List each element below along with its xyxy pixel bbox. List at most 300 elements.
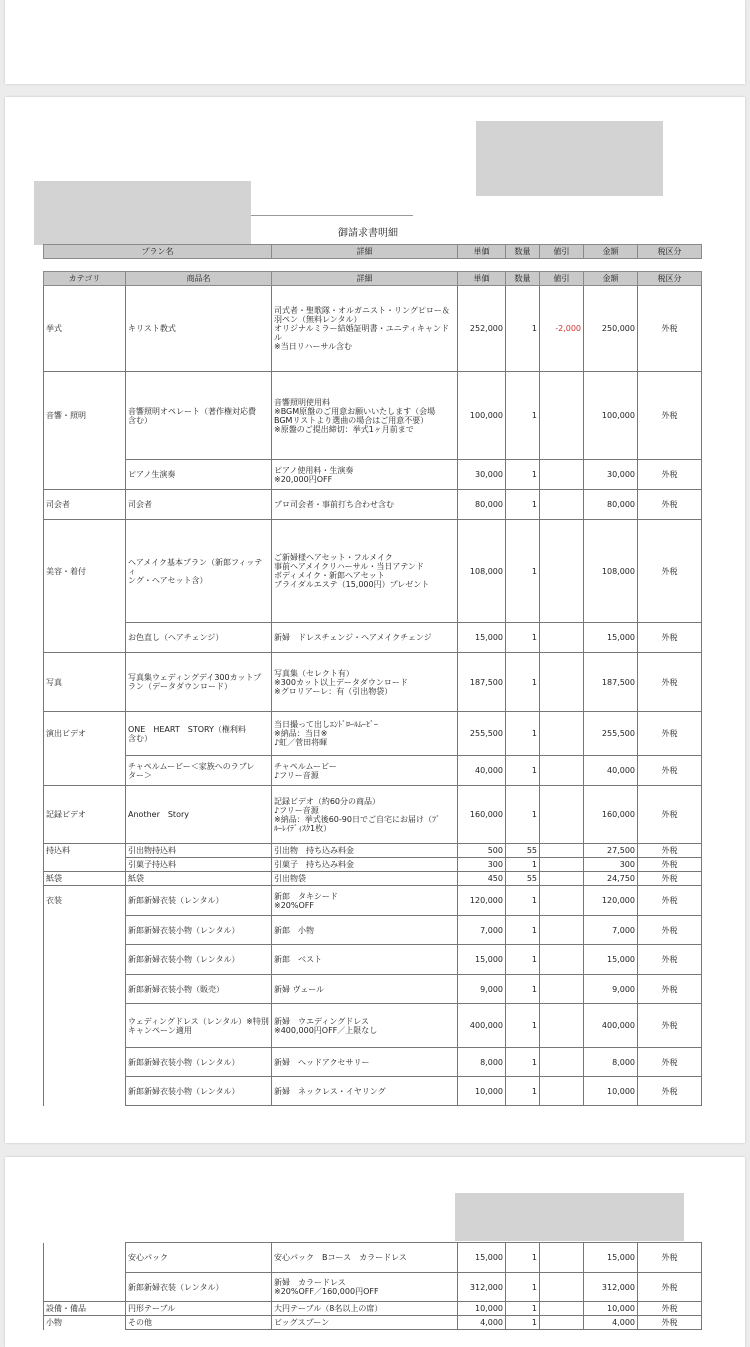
plan-price-header: 単価 [458,245,506,259]
price-cell: 500 [458,844,506,858]
price-cell: 30,000 [458,460,506,490]
price-cell: 100,000 [458,372,506,460]
amount-cell: 24,750 [584,872,638,886]
price-cell: 187,500 [458,653,506,712]
table-row [44,286,702,372]
price-cell: 9,000 [458,975,506,1004]
amount-cell: 250,000 [584,286,638,372]
tax-cell: 外税 [638,653,702,712]
qty-cell: 1 [506,916,540,945]
product-cell-line: 新郎新婦衣装小物（レンタル） [128,925,240,935]
qty-cell: 1 [506,1273,540,1302]
product-cell [126,520,272,623]
product-cell-line: キリスト教式 [128,324,176,333]
detail-cell-line: ※20,000円OFF [274,474,333,484]
price-cell: 252,000 [458,286,506,372]
detail-cell [272,1077,458,1106]
amount-cell: 187,500 [584,653,638,712]
price-cell: 160,000 [458,786,506,844]
tax-cell: 外税 [638,1243,702,1273]
detail-cell [272,712,458,756]
plan-name-header: プラン名 [44,245,272,259]
detail-cell-line: ※BGM原盤のご用意お願いいたします（会場 [274,406,436,416]
detail-cell [272,756,458,786]
detail-cell [272,786,458,844]
table-row [44,945,702,975]
detail-cell [272,844,458,858]
product-cell-line: チャペルムービー＜家族へのラブレ [128,761,255,771]
detail-cell-line: ♪フリー音源 [274,805,319,815]
qty-cell: 1 [506,945,540,975]
product-cell-line: キャンペーン適用 [128,1025,192,1035]
category-cell: 演出ビデオ [44,712,126,756]
detail-cell [272,372,458,460]
detail-cell [272,1273,458,1302]
product-cell [126,858,272,872]
price-cell: 10,000 [458,1302,506,1316]
amount-cell: 9,000 [584,975,638,1004]
detail-cell [272,1316,458,1330]
category-cell: 持込料 [44,844,126,858]
tax-cell: 外税 [638,945,702,975]
qty-cell: 1 [506,490,540,520]
detail-cell [272,975,458,1004]
price-cell: 120,000 [458,886,506,916]
product-cell-line: 新郎新婦衣装小物（レンタル） [128,1086,240,1096]
detail-cell-line: ※20%OFF [274,900,314,910]
detail-cell-line: ♪フリー音源 [274,770,319,780]
tax-cell: 外税 [638,886,702,916]
detail-cell [272,872,458,886]
category-header: カテゴリ [44,272,126,286]
product-cell [126,653,272,712]
table-row [44,712,702,756]
product-cell-line: その他 [128,1318,152,1327]
product-cell [126,712,272,756]
qty-cell: 1 [506,653,540,712]
product-cell-line: ウェディングドレス（レンタル）※特別 [128,1016,269,1026]
detail-cell-line: ※300カット以上データダウンロード [274,677,408,687]
detail-cell [272,886,458,916]
detail-cell-line: ※納品：当日※ [274,729,328,738]
detail-cell-line: 新婦 カラードレス [274,1278,346,1287]
amount-cell: 80,000 [584,490,638,520]
amount-cell: 4,000 [584,1316,638,1330]
amount-cell: 8,000 [584,1048,638,1077]
detail-cell-line: ※納品：挙式後60-90日でご自宅にお届け（ﾌﾞ [274,814,440,824]
qty-cell: 1 [506,1004,540,1048]
product-cell [126,1077,272,1106]
qty-cell: 1 [506,1243,540,1273]
category-cell: 美容・着付 [44,520,126,623]
plan-tax-header: 税区分 [638,245,702,259]
table-row [44,623,702,653]
amount-cell: 120,000 [584,886,638,916]
invoice-detail-table [43,271,702,1106]
tax-cell: 外税 [638,520,702,623]
amount-cell: 30,000 [584,460,638,490]
discount-cell [540,1316,584,1330]
product-cell [126,916,272,945]
discount-cell [540,786,584,844]
amount-cell: 400,000 [584,1004,638,1048]
discount-cell [540,653,584,712]
product-cell-line: ター＞ [128,770,152,780]
qty-cell: 1 [506,858,540,872]
category-cell [44,975,126,1004]
table-row [44,1048,702,1077]
category-cell [44,1004,126,1048]
plan-discount-header: 値引 [540,245,584,259]
price-cell: 255,500 [458,712,506,756]
category-cell [44,1077,126,1106]
detail-header: 詳細 [272,272,458,286]
price-cell: 80,000 [458,490,506,520]
detail-cell-line: ボディメイク・新郎ヘアセット [274,571,385,580]
product-cell [126,975,272,1004]
discount-cell: -2,000 [540,286,584,372]
detail-cell-line: プロ司会者・事前打ち合わせ含む [274,500,394,509]
product-cell-line: Another Story [128,810,189,819]
category-cell: 挙式 [44,286,126,372]
detail-cell-line: ※20%OFF／160,000円OFF [274,1287,379,1296]
amount-cell: 7,000 [584,916,638,945]
qty-cell: 1 [506,1048,540,1077]
price-cell: 40,000 [458,756,506,786]
product-cell [126,1273,272,1302]
discount-cell [540,858,584,872]
amount-cell: 15,000 [584,623,638,653]
product-cell [126,1302,272,1316]
product-cell [126,756,272,786]
qty-header: 数量 [506,272,540,286]
tax-cell: 外税 [638,872,702,886]
detail-cell-line: ご新婦様ヘアセット・フルメイク [274,553,393,562]
price-cell: 300 [458,858,506,872]
qty-cell: 1 [506,786,540,844]
detail-cell [272,286,458,372]
discount-cell [540,623,584,653]
detail-cell [272,520,458,623]
product-cell-line: お色直し（ヘアチェンジ） [128,633,224,642]
discount-cell [540,975,584,1004]
detail-cell-line: 当日撮って出しｴﾝﾄﾞﾛｰﾙﾑｰﾋﾞｰ [274,720,378,729]
detail-cell-line: 新郎 タキシード [274,891,338,901]
product-cell-line: 司会者 [128,500,152,509]
amount-cell: 15,000 [584,945,638,975]
detail-cell [272,1243,458,1273]
table-row [44,1077,702,1106]
qty-cell: 1 [506,886,540,916]
detail-cell-line: BGMリストより選曲の場合はご用意不要） [274,415,429,425]
qty-cell: 1 [506,1077,540,1106]
tax-cell: 外税 [638,786,702,844]
detail-cell [272,1302,458,1316]
qty-cell: 1 [506,712,540,756]
amount-cell: 40,000 [584,756,638,786]
discount-cell [540,916,584,945]
tax-header: 税区分 [638,272,702,286]
product-cell [126,372,272,460]
discount-cell [540,756,584,786]
product-cell-line: 含む） [128,415,152,425]
plan-header-table [43,244,702,259]
detail-cell-line: 新婦 ヴェール [274,984,325,994]
tax-cell: 外税 [638,1004,702,1048]
detail-cell-line: 新郎 小物 [274,925,314,935]
discount-header: 値引 [540,272,584,286]
detail-cell-line: 新婦 ヘッドアクセサリー [274,1057,370,1067]
invoice-detail-table-continued [43,1242,702,1330]
category-cell [44,756,126,786]
product-cell-line: 引菓子持込料 [128,860,176,869]
detail-cell-line: 羽ペン（無料レンタル） [274,315,362,324]
qty-cell: 1 [506,975,540,1004]
price-cell: 15,000 [458,945,506,975]
detail-cell-line: ﾙｰﾚｲﾃﾞｨｽｸ1枚） [274,823,332,833]
qty-cell: 55 [506,844,540,858]
table-row [44,1243,702,1273]
detail-cell-line: ブライダルエステ（15,000円）プレゼント [274,580,430,589]
table-row [44,916,702,945]
table-row [44,886,702,916]
price-cell: 15,000 [458,1243,506,1273]
tax-cell: 外税 [638,490,702,520]
detail-cell-line: チャペルムービー [274,761,337,771]
detail-cell-line: ※当日リハーサル含む [274,342,353,351]
table-row [44,653,702,712]
category-cell [44,1273,126,1302]
tax-cell: 外税 [638,1316,702,1330]
price-cell: 400,000 [458,1004,506,1048]
discount-cell [540,844,584,858]
category-cell [44,460,126,490]
product-cell-line: 引出物持込料 [128,846,176,855]
discount-cell [540,945,584,975]
detail-cell-line: ※400,000円OFF／上限なし [274,1025,378,1035]
discount-cell [540,886,584,916]
table-row [44,872,702,886]
qty-cell: 55 [506,872,540,886]
tax-cell: 外税 [638,712,702,756]
discount-cell [540,872,584,886]
product-cell-line: 音響照明オペレート（著作権対応費 [128,406,256,416]
tax-cell: 外税 [638,1302,702,1316]
product-cell [126,1048,272,1077]
table-row [44,1004,702,1048]
product-cell-line: 写真集ウェディングデイ300カットプ [128,673,262,682]
qty-cell: 1 [506,372,540,460]
discount-cell [540,1273,584,1302]
title-underline [251,215,413,216]
tax-cell: 外税 [638,975,702,1004]
detail-cell [272,945,458,975]
redacted-block-right [476,121,663,196]
tax-cell: 外税 [638,623,702,653]
detail-cell [272,1004,458,1048]
product-cell-line: ピアノ生演奏 [128,470,176,479]
detail-cell-line: ル [274,333,282,342]
detail-cell-line: 新郎 ベスト [274,955,322,964]
qty-cell: 1 [506,756,540,786]
table-row [44,844,702,858]
table-row [44,1273,702,1302]
qty-cell: 1 [506,1302,540,1316]
table-row [44,460,702,490]
discount-cell [540,1302,584,1316]
detail-cell-line: オリジナルミラー結婚証明書・ユニティキャンド [274,324,449,333]
category-cell: 記録ビデオ [44,786,126,844]
price-cell: 108,000 [458,520,506,623]
product-cell [126,1243,272,1273]
amount-header: 金額 [584,272,638,286]
tax-cell: 外税 [638,858,702,872]
discount-cell [540,372,584,460]
amount-cell: 300 [584,858,638,872]
category-cell: 衣装 [44,886,126,916]
detail-cell-line: 新婦 ドレスチェンジ・ヘアメイクチェンジ [274,633,432,642]
detail-cell [272,653,458,712]
amount-cell: 108,000 [584,520,638,623]
detail-cell-line: 新婦 ウエディングドレス [274,1016,369,1026]
detail-cell-line: 新婦 ネックレス・イヤリング [274,1086,386,1096]
category-cell [44,945,126,975]
discount-cell [540,1243,584,1273]
product-cell-line: ヘアメイク基本プラン（新郎フィッティ [128,557,263,576]
plan-qty-header: 数量 [506,245,540,259]
tax-cell: 外税 [638,1048,702,1077]
detail-cell-line: ビッグスプーン [274,1318,330,1327]
detail-cell [272,490,458,520]
detail-cell-line: 記録ビデオ（約60分の商品） [274,796,381,806]
table-row [44,786,702,844]
qty-cell: 1 [506,623,540,653]
price-cell: 312,000 [458,1273,506,1302]
discount-cell [540,490,584,520]
category-cell [44,1243,126,1273]
table-row [44,756,702,786]
detail-cell-line: 安心パック Bコース カラードレス [274,1253,407,1262]
amount-cell: 15,000 [584,1243,638,1273]
category-cell: 設備・備品 [44,1302,126,1316]
discount-cell [540,520,584,623]
detail-cell-line: 大円テーブル（8名以上の席） [274,1304,383,1313]
detail-cell-line: ♪虹／菅田将暉 [274,738,328,747]
product-cell [126,886,272,916]
qty-cell: 1 [506,520,540,623]
product-cell-line: 新郎新婦衣装小物（レンタル） [128,955,240,964]
detail-cell-line: 引出物 持ち込み料金 [274,846,354,855]
table-row [44,372,702,460]
price-cell: 10,000 [458,1077,506,1106]
discount-cell [540,460,584,490]
product-cell-line: 新郎新婦衣装（レンタル） [128,896,224,905]
detail-cell-line: ※原盤のご提出締切：挙式1ヶ月前まで [274,424,414,434]
table-row [44,1316,702,1330]
product-header: 商品名 [126,272,272,286]
amount-cell: 160,000 [584,786,638,844]
category-cell: 司会者 [44,490,126,520]
amount-cell: 255,500 [584,712,638,756]
price-cell: 7,000 [458,916,506,945]
qty-cell: 1 [506,1316,540,1330]
product-cell [126,623,272,653]
detail-cell [272,858,458,872]
tax-cell: 外税 [638,1273,702,1302]
qty-cell: 1 [506,460,540,490]
plan-detail-header: 詳細 [272,245,458,259]
plan-amount-header: 金額 [584,245,638,259]
amount-cell: 10,000 [584,1302,638,1316]
qty-cell: 1 [506,286,540,372]
product-cell [126,945,272,975]
category-cell: 写真 [44,653,126,712]
detail-cell-line: 引出物袋 [274,874,306,883]
detail-cell-line: 写真集（セレクト有） [274,668,354,678]
product-cell-line: 新郎新婦衣装小物（レンタル） [128,1057,240,1067]
discount-cell [540,1048,584,1077]
product-cell [126,844,272,858]
detail-cell-line: 音響照明使用料 [274,397,330,407]
amount-cell: 312,000 [584,1273,638,1302]
product-cell [126,460,272,490]
amount-cell: 100,000 [584,372,638,460]
discount-cell [540,1077,584,1106]
product-cell [126,286,272,372]
product-cell [126,786,272,844]
tax-cell: 外税 [638,1077,702,1106]
page-3 [5,1157,745,1347]
discount-cell [540,1004,584,1048]
detail-cell [272,916,458,945]
redacted-block-left [34,181,251,245]
detail-cell [272,623,458,653]
product-cell-line: 新郎新婦衣装小物（販売） [128,984,224,994]
discount-cell [540,712,584,756]
price-cell: 15,000 [458,623,506,653]
product-cell-line: 円形テーブル [128,1304,176,1313]
tax-cell: 外税 [638,460,702,490]
product-cell-line: ONE HEART STORY（権利料 [128,724,246,734]
table-row [44,975,702,1004]
category-cell [44,1048,126,1077]
detail-cell-line: 事前ヘアメイクリハーサル・当日アテンド [274,562,424,571]
category-cell [44,916,126,945]
price-header: 単価 [458,272,506,286]
table-row [44,490,702,520]
price-cell: 8,000 [458,1048,506,1077]
category-cell: 小物 [44,1316,126,1330]
tax-cell: 外税 [638,756,702,786]
detail-cell [272,1048,458,1077]
redacted-block-page3 [455,1193,684,1241]
product-cell-line: 新郎新婦衣装（レンタル） [128,1282,224,1292]
detail-cell-line: ※グロリアーレ：有（引出物袋） [274,686,393,696]
table-row [44,520,702,623]
category-cell: 紙袋 [44,872,126,886]
price-cell: 450 [458,872,506,886]
category-cell [44,858,126,872]
tax-cell: 外税 [638,916,702,945]
detail-cell-line: 引菓子 持ち込み料金 [274,860,354,869]
page-1 [5,0,745,84]
product-cell [126,1316,272,1330]
category-cell: 音響・照明 [44,372,126,460]
price-cell: 4,000 [458,1316,506,1330]
page-2 [5,97,745,1143]
product-cell-line: 安心パック [128,1253,168,1262]
detail-cell-line: ピアノ使用料・生演奏 [274,465,354,475]
